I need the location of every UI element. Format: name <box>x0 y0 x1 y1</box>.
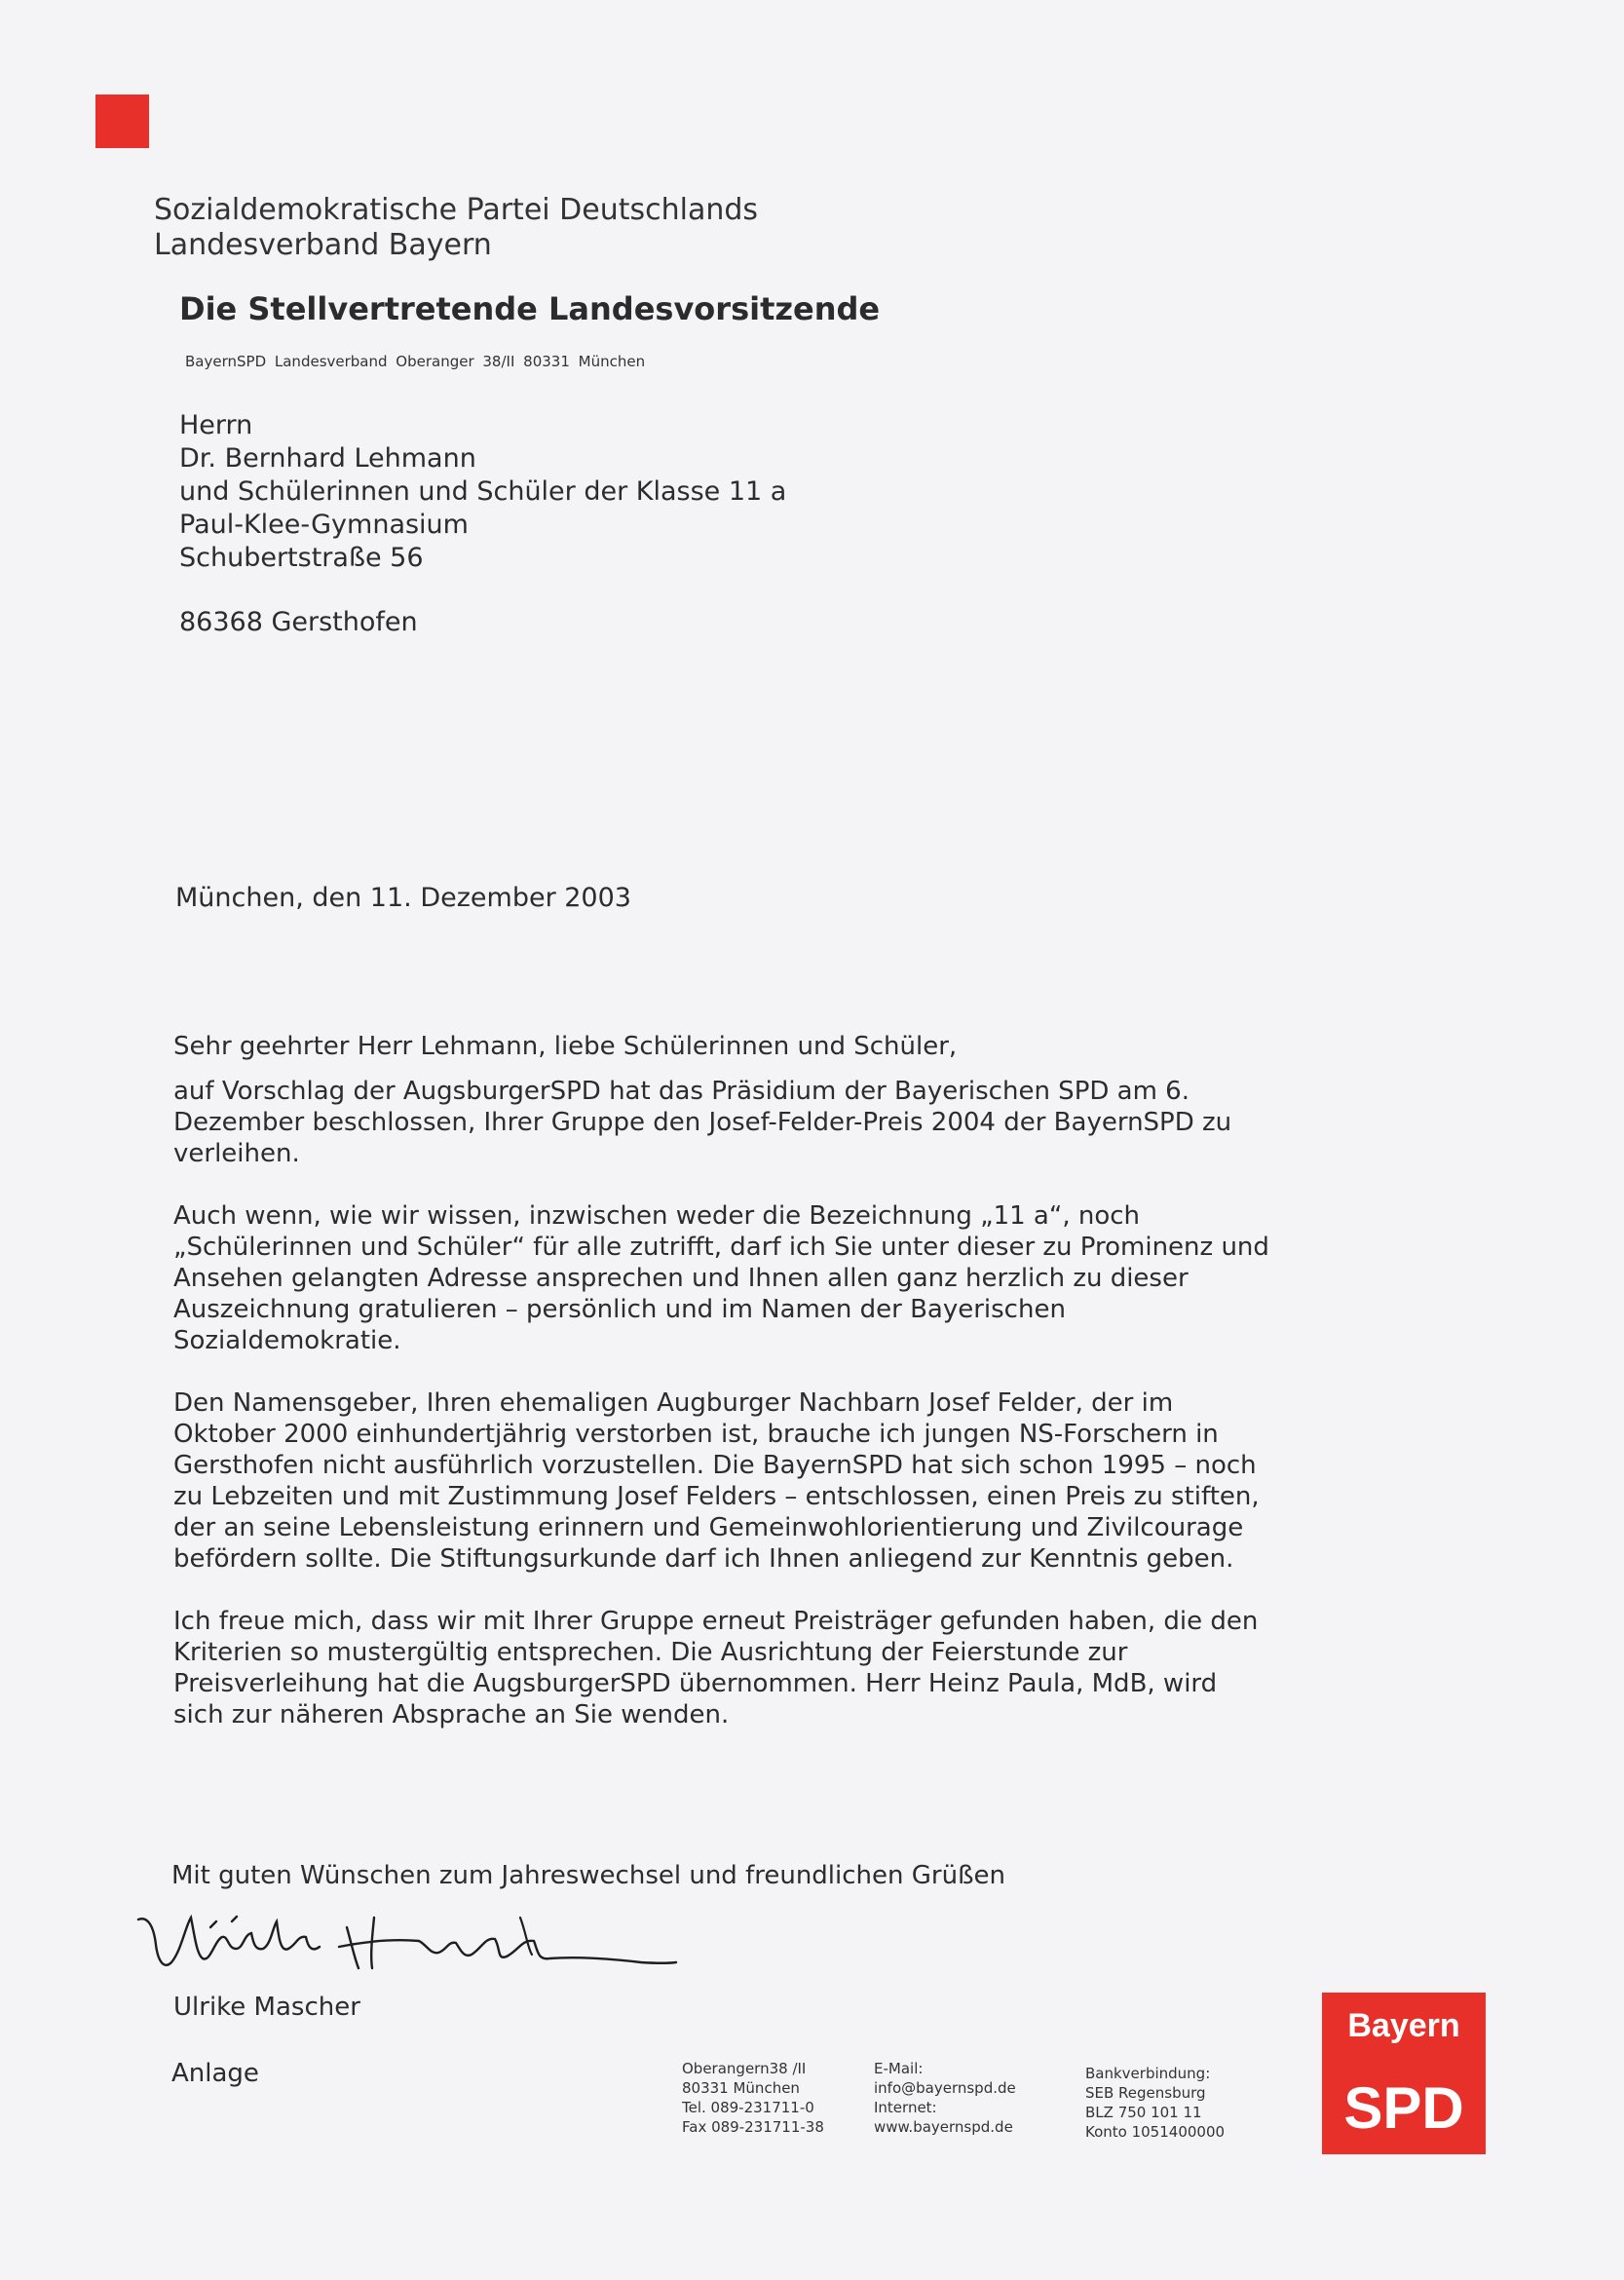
recipient-line: und Schülerinnen und Schüler der Klasse 11 a <box>179 476 787 507</box>
return-address: BayernSPD Landesverband Oberanger 38/II 80331 München <box>185 353 646 370</box>
letterhead-title: Die Stellvertretende Landesvorsitzende <box>179 290 881 327</box>
recipient-line: Dr. Bernhard Lehmann <box>179 443 476 474</box>
org-name-line-2: Landesverband Bayern <box>154 228 492 262</box>
recipient-line: Paul-Klee-Gymnasium <box>179 510 469 540</box>
logo-text-spd: SPD <box>1343 2075 1464 2141</box>
footer-line: SEB Regensburg <box>1085 2084 1206 2102</box>
footer-line: Tel. 089-231711-0 <box>682 2099 814 2116</box>
footer-line: www.bayernspd.de <box>874 2118 1013 2136</box>
enclosure-note: Anlage <box>171 2059 259 2088</box>
footer-line: Bankverbindung: <box>1085 2065 1211 2082</box>
body-paragraph: Ich freue mich, dass wir mit Ihrer Gruppe erneut Preisträger gefunden haben, die den Kriterien so mustergültig entsprechen. Die Ausrichtung der Feierstunde zur Preisverleihung hat die AugsburgerSPD übernommen. Herr Heinz Paula, MdB, wird sich zur näheren Absprache an Sie wenden. <box>173 1607 1259 1729</box>
body-paragraph: Den Namensgeber, Ihren ehemaligen Augburger Nachbarn Josef Felder, der im Oktober 2000 einhundertjährig verstorben ist, brauche ich jungen NS-Forschern in Gersthofen nicht ausführlich vorzustellen. Die BayernSPD hat sich schon 1995 – noch zu Lebzeiten und mit Zustimmung Josef Felders – entschlossen, einen Preis zu stiften, der an seine Lebensleistung erinnern und Gemeinwohlorientierung und Zivilcourage befördern sollte. Die Stiftungsurkunde darf ich Ihnen anliegend zur Kenntnis geben. <box>173 1388 1260 1574</box>
footer-line: Konto 1051400000 <box>1085 2123 1226 2141</box>
footer-bank <box>1085 2064 1225 2142</box>
letter-body <box>173 1031 1269 1762</box>
footer-line: Fax 089-231711-38 <box>682 2118 824 2136</box>
footer-line: 80331 München <box>682 2079 800 2097</box>
body-paragraph: Auch wenn, wie wir wissen, inzwischen weder die Bezeichnung „11 a“, noch „Schülerinnen und Schüler“ für alle zutrifft, darf ich Sie unter dieser zu Prominenz und Ansehen gelangten Adresse ansprechen und Ihnen allen ganz herzlich zu dieser Auszeichnung gratulieren – persönlich und im Namen der Bayerischen Sozialdemokratie. <box>173 1201 1269 1355</box>
footer-line: info@bayernspd.de <box>874 2079 1016 2097</box>
body-paragraph: auf Vorschlag der AugsburgerSPD hat das Präsidium der Bayerischen SPD am 6. Dezember beschlossen, Ihrer Gruppe den Josef-Felder-Preis 2004 der BayernSPD zu verleihen. <box>173 1077 1232 1168</box>
letter-date: München, den 11. Dezember 2003 <box>175 883 631 913</box>
recipient-address <box>179 409 786 639</box>
logo-text-bayern: Bayern <box>1347 2007 1460 2044</box>
salutation: Sehr geehrter Herr Lehmann, liebe Schülerinnen und Schüler, <box>173 1032 958 1061</box>
footer-line: Internet: <box>874 2099 937 2116</box>
footer-line: BLZ 750 101 11 <box>1085 2104 1202 2121</box>
signer-name: Ulrike Mascher <box>173 1993 360 2022</box>
handwritten-signature <box>134 1898 680 1986</box>
recipient-line: Schubertstraße 56 <box>179 543 424 573</box>
footer-line: Oberangern38 /II <box>682 2060 807 2077</box>
footer-contact <box>874 2059 1016 2137</box>
red-square-mark <box>95 95 149 148</box>
footer-line: E-Mail: <box>874 2060 924 2077</box>
footer-address <box>682 2059 824 2137</box>
org-name-line-1: Sozialdemokratische Partei Deutschlands <box>154 193 759 227</box>
closing-line: Mit guten Wünschen zum Jahreswechsel und freundlichen Grüßen <box>171 1861 1005 1890</box>
bayern-spd-logo <box>1322 1993 1486 2154</box>
recipient-city: 86368 Gersthofen <box>179 607 418 637</box>
recipient-line: Herrn <box>179 410 253 440</box>
